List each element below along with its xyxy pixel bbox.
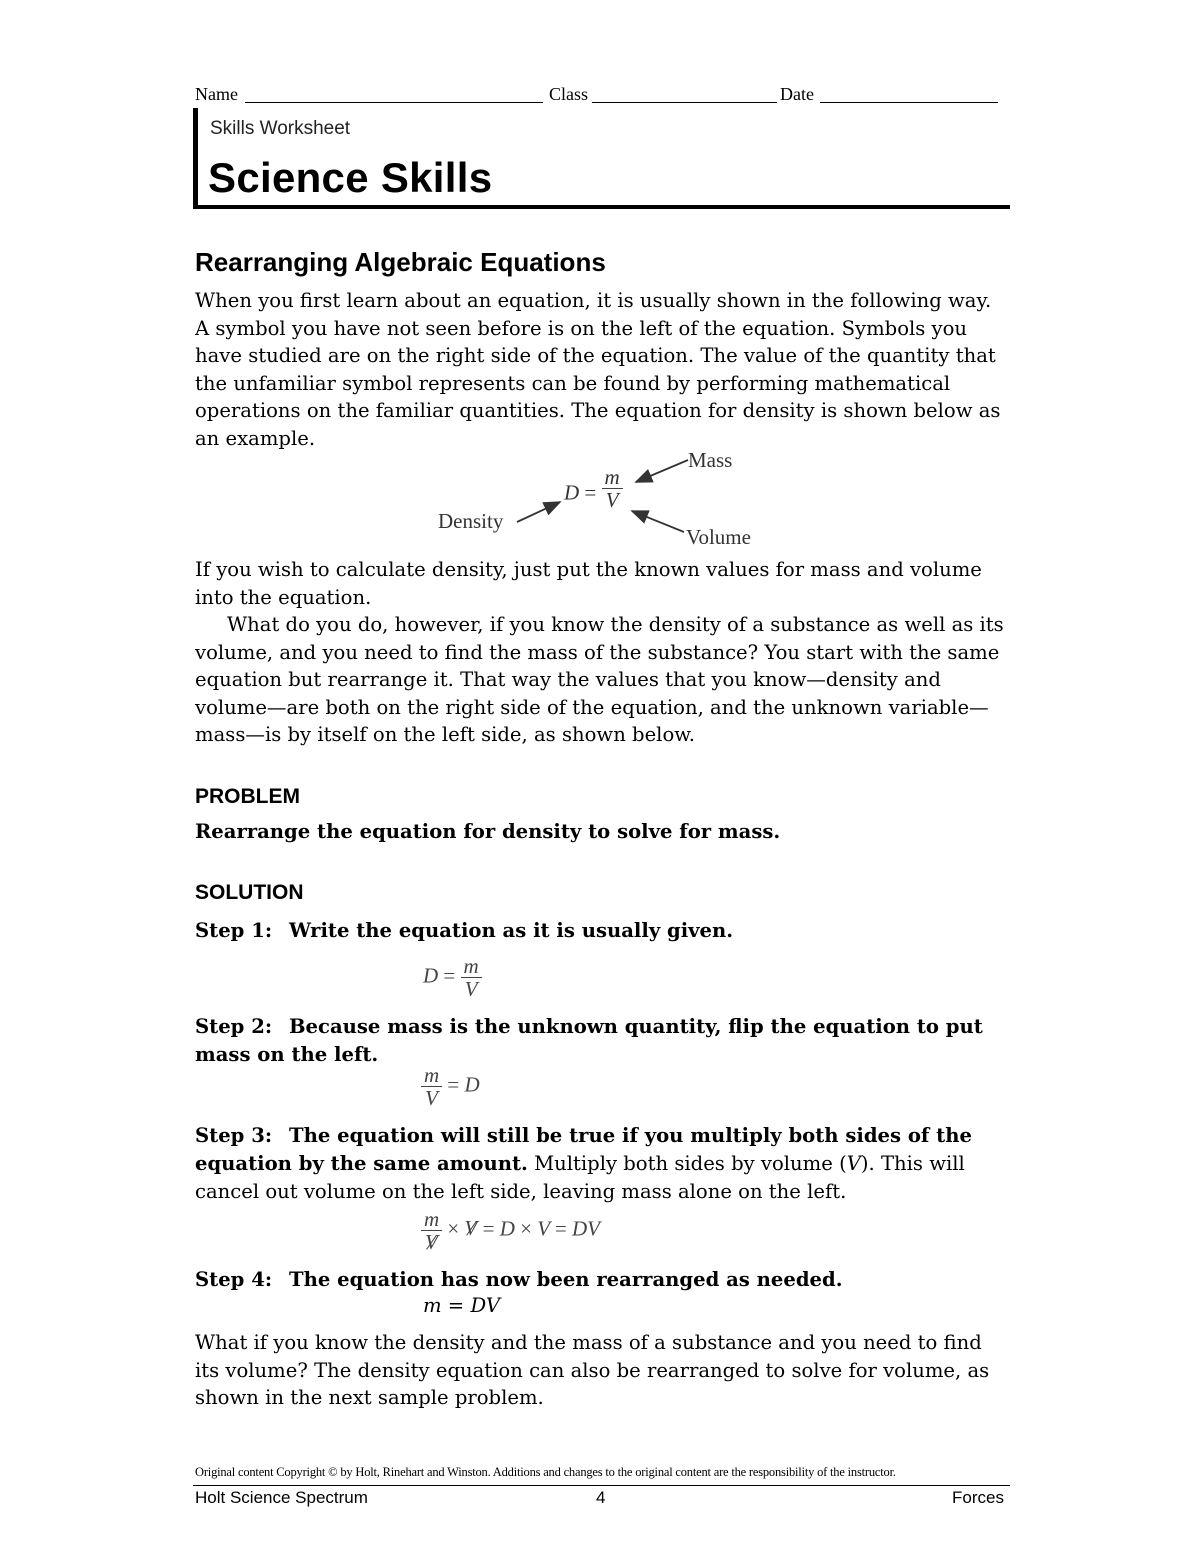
eq3-denominator-cancelled: V [425, 1230, 438, 1254]
solution-heading: SOLUTION [195, 881, 304, 904]
eq3-v: V [537, 1216, 550, 1241]
mass-arrow [636, 460, 688, 482]
eq-d: D [564, 480, 580, 505]
eq3-times-2: × [520, 1216, 532, 1241]
body-p1: If you wish to calculate density, just put the known values for mass and volume into the equation. [195, 558, 982, 609]
closing-paragraph [195, 1329, 1010, 1412]
eq3-fraction [421, 1208, 442, 1253]
step-2-number: Step 2: [195, 1015, 273, 1038]
footer-rule [193, 1485, 1010, 1486]
step-4-text: The equation has now been rearranged as needed. [289, 1268, 843, 1291]
density-label: Density [438, 509, 504, 533]
eq2-equals: = [447, 1072, 460, 1097]
eq-numerator: m [602, 466, 623, 489]
footer-book-title: Holt Science Spectrum [195, 1488, 368, 1507]
worksheet-kicker: Skills Worksheet [210, 118, 351, 139]
closing-text: What if you know the density and the mass of a substance and you need to find its volume? The density equation can also be rearranged to solve for volume, as shown in the next sample problem. [195, 1331, 990, 1409]
eq1-equals: = [443, 963, 456, 988]
step-3-text-a: Multiply both sides by volume ( [527, 1152, 847, 1175]
eq-denominator: V [605, 488, 619, 512]
page-number: 4 [596, 1488, 606, 1507]
equation-3 [421, 1208, 600, 1253]
copyright-notice: Original content Copyright © by Holt, Rinehart and Winston. Additions and changes to the original content are the responsibility of the instructor. [195, 1465, 896, 1479]
problem-heading: PROBLEM [195, 785, 300, 808]
eq1-left: D [423, 963, 439, 988]
eq2-right: D [464, 1072, 480, 1097]
eq3-equals-2: = [554, 1216, 567, 1241]
eq3-numerator: m [421, 1208, 442, 1231]
date-label: Date [780, 84, 814, 104]
eq3-equals-1: = [482, 1216, 495, 1241]
density-diagram [430, 448, 770, 552]
step-2 [195, 1013, 1010, 1069]
page-title: Science Skills [208, 154, 493, 201]
intro-paragraph [195, 287, 1010, 452]
mass-label: Mass [688, 448, 733, 472]
eq1-denominator: V [464, 977, 478, 1001]
equation-2 [421, 1064, 480, 1109]
density-equation [564, 465, 623, 517]
eq2-numerator: m [421, 1064, 442, 1087]
eq-fraction [602, 466, 623, 511]
footer-chapter: Forces [952, 1488, 1004, 1507]
name-line[interactable] [245, 102, 543, 103]
volume-arrow [632, 511, 684, 532]
eq3-times-1: × [447, 1216, 460, 1241]
step-2-text: Because mass is the unknown quantity, flip the equation to put mass on the left. [195, 1015, 983, 1066]
step-3-number: Step 3: [195, 1124, 273, 1147]
step-4-number: Step 4: [195, 1268, 273, 1291]
density-arrow [517, 502, 560, 522]
step-3-var: V [846, 1152, 861, 1175]
step-3-bold-text: The equation will still be true if you multiply both sides of the equation by the same amount. [195, 1124, 972, 1175]
intro-text: When you first learn about an equation, it is usually shown in the following way. A symbol you have not seen before is on the left of the equation. Symbols you have studied are on the right side of the equation. The value of the quantity that the unfamiliar symbol represents can be found by performing mathematical operations on the familiar quantities. The equation for density is shown below as an example. [195, 289, 1001, 450]
title-horizontal-rule [193, 205, 1010, 209]
title-vertical-rule [193, 108, 198, 209]
eq2-fraction [421, 1064, 442, 1109]
equation-1 [423, 955, 482, 1000]
name-label: Name [195, 84, 238, 104]
eq3-dv: DV [572, 1216, 600, 1241]
body-paragraphs [195, 556, 1010, 749]
date-line[interactable] [820, 102, 998, 103]
step-1-text: Write the equation as it is usually given. [289, 919, 734, 942]
class-line[interactable] [592, 102, 777, 103]
body-p2: What do you do, however, if you know the density of a substance as well as its volume, and you need to find the mass of the substance? You start with the same equation but rearrange it. That way the values that you know—density and volume—are both on the right side of the equation, and the unknown variable—mass—is by itself on the left side, as shown below. [195, 613, 1004, 746]
eq3-v-cancelled: V [464, 1216, 478, 1241]
volume-label: Volume [686, 525, 751, 549]
eq1-numerator: m [461, 955, 482, 978]
class-label: Class [549, 84, 589, 104]
problem-text: Rearrange the equation for density to solve for mass. [195, 820, 781, 843]
step-3 [195, 1122, 1010, 1206]
equation-4: m = DV [423, 1294, 500, 1317]
eq-equals: = [584, 480, 597, 505]
step-1-number: Step 1: [195, 919, 273, 942]
step-1 [195, 917, 1010, 945]
eq1-fraction [461, 955, 482, 1000]
eq3-d: D [499, 1216, 515, 1241]
section-heading: Rearranging Algebraic Equations [195, 247, 606, 277]
step-4 [195, 1266, 1010, 1294]
step-3-text-b: ). This will cancel out volume on the left side, leaving mass alone on the left. [195, 1152, 965, 1203]
eq2-denominator: V [425, 1086, 438, 1110]
